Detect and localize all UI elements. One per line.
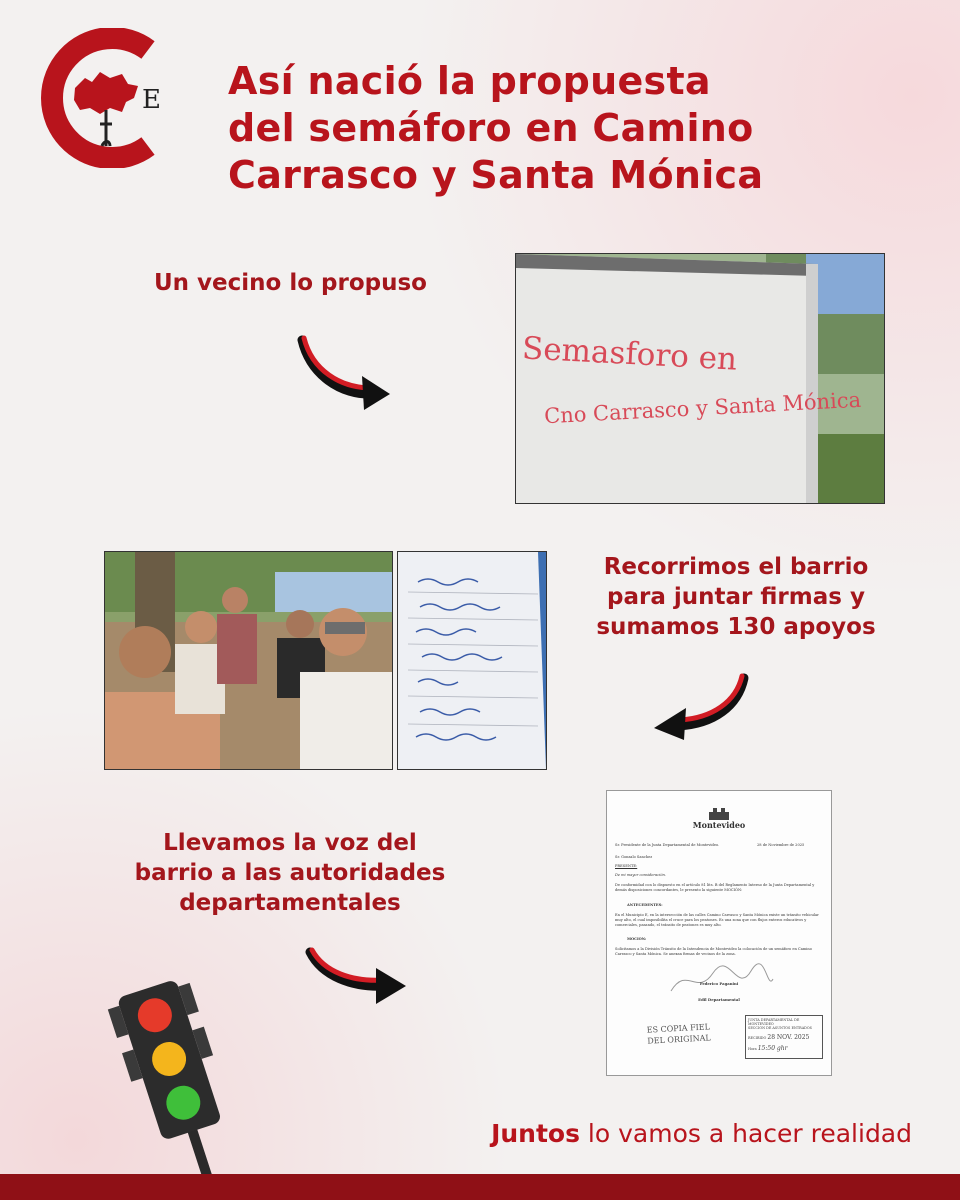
entry-stamp-time: 15:50 ghr	[757, 1045, 788, 1052]
entry-stamp-date: 28 NOV. 2025	[767, 1034, 810, 1041]
document-recipient: Sr. Presidente de la Junta Departamental de Montevideo.	[615, 843, 720, 847]
title-line-2: del semáforo en Camino	[228, 106, 754, 150]
step3-line-3: departamentales	[179, 890, 401, 916]
svg-text:E: E	[142, 85, 161, 115]
entry-stamp	[745, 1015, 823, 1059]
signatures-photo	[397, 551, 547, 770]
arrow-icon	[650, 672, 754, 744]
step2-line-1: Recorrimos el barrio	[603, 554, 869, 580]
document-body: De conformidad con lo dispuesto en el artículo 81 lits. B del Reglamento Interno de la Junta Departamental y demás disposiciones concordantes, le presento la siguiente MOCIÓN:	[615, 883, 815, 892]
arrow-icon	[304, 944, 412, 1010]
footer-slogan-bold: Juntos	[491, 1119, 580, 1148]
document-mocion-label: MOCION:	[627, 937, 647, 941]
document-date: 28 de Noviembre de 2025	[757, 843, 805, 847]
arrow-icon	[296, 330, 396, 414]
document-role: Edil Departamental	[698, 997, 740, 1002]
step1-text: Un vecino lo propuso	[154, 270, 427, 296]
footer-slogan-rest: lo vamos a hacer realidad	[579, 1119, 912, 1148]
document-header: Montevideo	[692, 820, 746, 830]
document-signer: Federico Paganini	[699, 981, 739, 986]
whiteboard-text-1: Semasforo en	[521, 330, 738, 378]
document-antecedentes: En el Municipio E, en la intersección de las calles Camino Carrasco y Santa Mónica existe un tránsito vehicular muy alto, el cual imposibilita el cruce para los peatones. Es una zona que con flujos enteros educativos y comerciales, pasando, el tránsito de peatones es muy alto.	[615, 913, 819, 927]
copy-stamp-line-1: ES COPIA FIEL	[646, 1022, 711, 1035]
brand-logo	[30, 28, 170, 168]
page-title	[228, 58, 868, 199]
document-recipient-2: Sr. Gonzalo Sanchez	[615, 855, 653, 859]
footer-slogan	[491, 1119, 912, 1148]
document-greeting: De mi mayor consideración.	[615, 873, 667, 877]
step3-line-2: barrio a las autoridades	[134, 860, 446, 886]
entry-stamp-line-2: SECCION DE ASUNTOS ENTRADOS	[748, 1026, 812, 1030]
copy-stamp	[646, 1021, 711, 1046]
entry-stamp-line-1: JUNTA DEPARTAMENTAL DE MONTEVIDEO	[748, 1018, 800, 1026]
title-line-1: Así nació la propuesta	[228, 59, 711, 103]
traffic-light-icon	[100, 975, 240, 1175]
step3-line-1: Llevamos la voz del	[163, 830, 417, 856]
whiteboard-photo	[515, 253, 885, 504]
bottom-bar	[0, 1174, 960, 1200]
document-presente: PRESENTE:	[615, 864, 638, 868]
document-antecedentes-label: ANTECEDENTES:	[627, 903, 663, 907]
step3-text	[110, 828, 470, 918]
document-mocion: Solicitamos a la División Tránsito de la Intendencia de Montevideo la colocación de un semáforo en Camino Carrasco y Santa Mónica. Se anexan firmas de vecinos de la zona.	[615, 947, 812, 956]
entry-stamp-hora: Hora	[748, 1047, 757, 1051]
group-selfie-photo	[104, 551, 393, 770]
whiteboard-text-2: Cno Carrasco y Santa Mónica	[543, 387, 862, 429]
motion-document	[606, 790, 832, 1076]
step2-text	[566, 552, 906, 642]
entry-stamp-recibido: RECIBIDO	[748, 1036, 767, 1040]
step2-line-3: sumamos 130 apoyos	[596, 614, 876, 640]
copy-stamp-line-2: DEL ORIGINAL	[647, 1033, 711, 1046]
document-logo-icon	[707, 805, 731, 819]
title-line-3: Carrasco y Santa Mónica	[228, 153, 764, 197]
step2-line-2: para juntar firmas y	[607, 584, 865, 610]
